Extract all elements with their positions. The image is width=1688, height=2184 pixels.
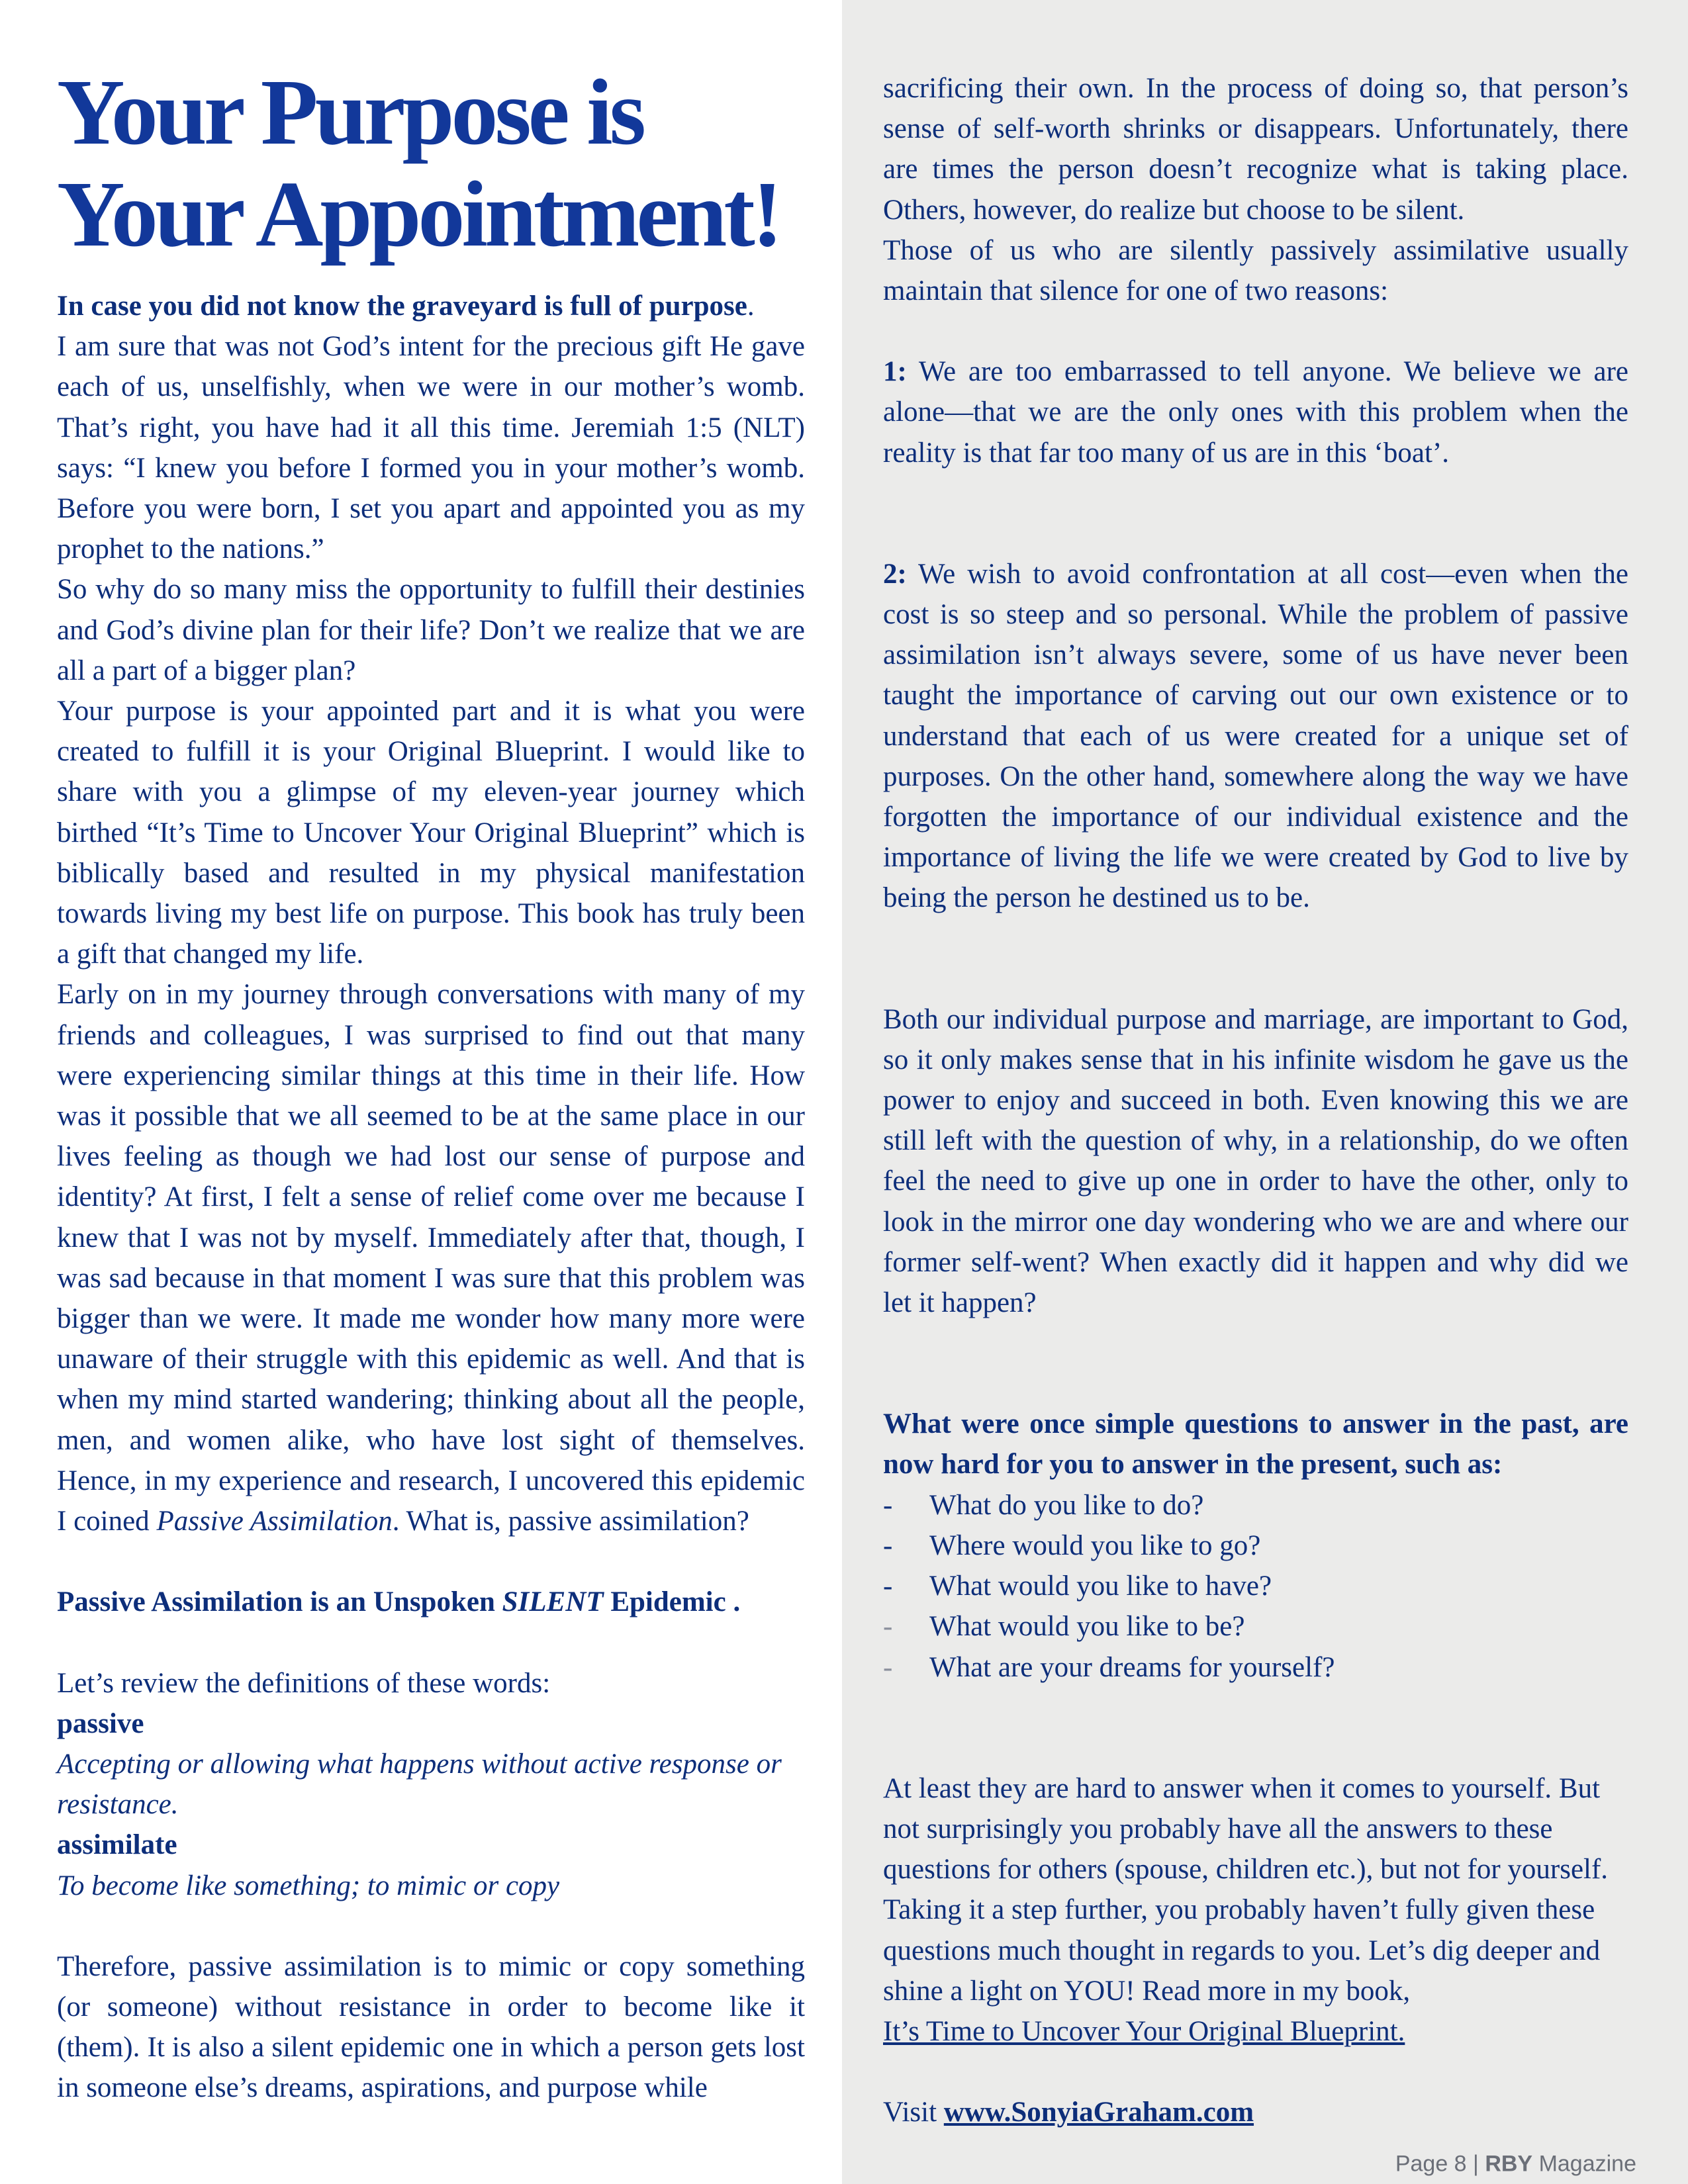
paragraph-4: Early on in my journey through conversations with many of my friends and colleagues, I was surprised to find out that many were experiencing similar things at this time in their life. How was it possible that we all seemed to be at the same place in our lives feeling as though we had lost our sense of purpose and identity? At first, I felt a sense of relief come over me because I knew that I was not by myself. Immediately after that, though, I was sad because in that moment I was sure that this problem was bigger than we were. It made me wonder how many more were unaware of their struggle with this epidemic as well. And that is when my mind started wandering; thinking about all the people, men, and women alike, who have lost sight of themselves. Hence, in my experience and research, I uncovered this epidemic I coined Passive Assimilation. What is, passive assimilation? <box>57 979 805 1537</box>
paragraph-1: I am sure that was not God’s intent for the precious gift He gave each of us, unselfishly, when we were in our mother’s womb. That’s right, you have had it all this time. Jeremiah 1:5 (NLT) says: “I knew you before I formed you in your mother’s womb. Before you were born, I set you apart and appointed you as my prophet to the nations.” <box>57 331 805 565</box>
definition-term-assimilate: assimilate <box>57 1829 177 1861</box>
question-item: - Where would you like to go? <box>883 1529 1261 1561</box>
book-link[interactable]: It’s Time to Uncover Your Original Blueprint. <box>883 2015 1405 2047</box>
paragraph-2: So why do so many miss the opportunity to fulfill their destinies and God’s divine plan for their life? Don’t we realize that we are all a part of a bigger plan? <box>57 574 805 686</box>
question-item: - What would you like to have? <box>883 1570 1272 1602</box>
definition-assimilate: To become like something; to mimic or copy <box>57 1870 560 1901</box>
right-body <box>883 68 1628 2132</box>
left-body <box>57 286 805 2109</box>
intro-line: In case you did not know the graveyard is full of purpose. <box>57 291 755 322</box>
title-line-1: Your Purpose is <box>57 60 643 164</box>
question-item: - What are your dreams for yourself? <box>883 1651 1335 1683</box>
question-item: - What would you like to be? <box>883 1611 1245 1643</box>
right-paragraph-3: Both our individual purpose and marriage, are important to God, so it only makes sense that in his infinite wisdom he gave us the power to enjoy and succeed in both. Even knowing this we are still left with the question of why, in a relationship, do we often feel the need to give up one in order to have the other, only to look in the mirror one day wondering who we are and where our former self-went? When exactly did it happen and why did we let it happen? <box>883 1003 1628 1319</box>
definition-term-passive: passive <box>57 1707 144 1739</box>
right-paragraph-1: sacrificing their own. In the process of doing so, that person’s sense of self-worth shrinks or disappears. Unfortunately, there are times the person doesn’t recognize what is taking place. Others, however, do realize but choose to be silent. <box>883 73 1628 226</box>
intro-bold: In case you did not know the graveyard is full of purpose <box>57 291 747 322</box>
website-link[interactable]: www.SonyiaGraham.com <box>943 2097 1254 2128</box>
section-heading: Passive Assimilation is an Unspoken SILENT Epidemic . <box>57 1586 741 1618</box>
page-number: Page 8 <box>1395 2151 1467 2177</box>
paragraph-5: Therefore, passive assimilation is to mimic or copy something (or someone) without resistance in order to become like it (them). It is also a silent epidemic one in which a person gets lost in someone else’s dreams, aspirations, and purpose while <box>57 1950 805 2104</box>
page-footer: Page 8 | RBY Magazine <box>1395 2151 1636 2177</box>
article-title <box>57 61 851 265</box>
right-paragraph-4: At least they are hard to answer when it comes to yourself. But not surprisingly you probably have all the answers to these questions for others (spouse, children etc.), but not for yourself. Taking it a step further, you probably haven’t fully given these questions much thought in regards to you. Let’s dig deeper and shine a light on YOU! Read more in my book, It’s Time to Uncover Your Original Blueprint. <box>883 1772 1609 2047</box>
question-item: - What do you like to do? <box>883 1489 1204 1521</box>
title-line-2: Your Appointment! <box>57 161 780 266</box>
questions-list <box>883 1485 1628 1688</box>
visit-line: Visit www.SonyiaGraham.com <box>883 2097 1254 2128</box>
paragraph-3: Your purpose is your appointed part and it is what you were created to fulfill it is your Original Blueprint. I would like to share with you a glimpse of my eleven-year journey which birthed “It’s Time to Uncover Your Original Blueprint” which is biblically based and resulted in my physical manifestation towards living my best life on purpose. This book has truly been a gift that changed my life. <box>57 696 805 970</box>
reason-2: 2: We wish to avoid confrontation at all cost—even when the cost is so steep and so personal. While the problem of passive assimilation isn’t always severe, some of us have never been taught the importance of carving out our own existence or to understand that each of us were created for a unique set of purposes. On the other hand, somewhere along the way we have forgotten the importance of our individual existence and the importance of living the life we were created by God to live by being the person he destined us to be. <box>883 558 1628 914</box>
reason-1: 1: We are too embarrassed to tell anyone. We believe we are alone—that we are the only ones with this problem when the reality is that far too many of us are in this ‘boat’. <box>883 356 1628 469</box>
definition-passive: Accepting or allowing what happens without active response or resistance. <box>57 1748 782 1821</box>
definitions-intro: Let’s review the definitions of these words: <box>57 1667 551 1699</box>
questions-heading: What were once simple questions to answer in the past, are now hard for you to answer in the present, such as: <box>883 1408 1628 1480</box>
magazine-brand: RBY <box>1485 2151 1533 2177</box>
term-passive-assimilation: Passive Assimilation <box>156 1506 393 1537</box>
right-paragraph-2: Those of us who are silently passively assimilative usually maintain that silence for one of two reasons: <box>883 234 1628 307</box>
